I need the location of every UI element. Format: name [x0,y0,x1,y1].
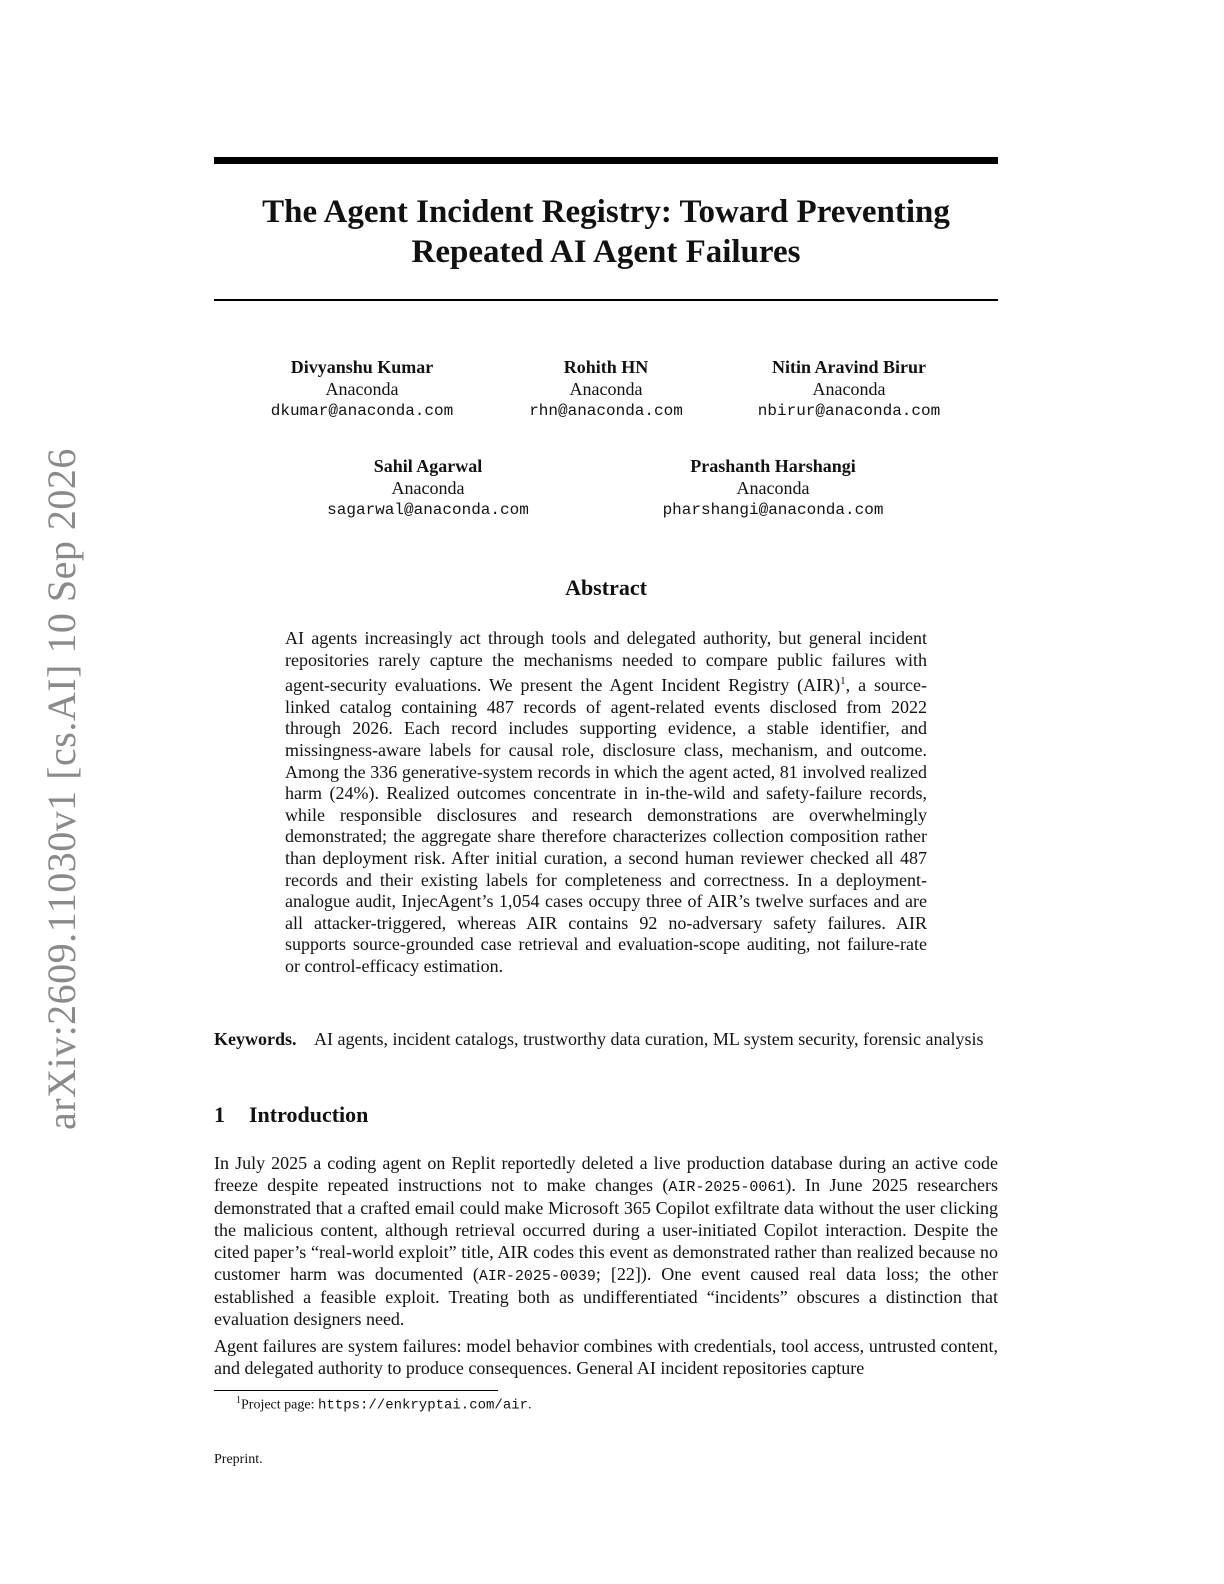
author-affiliation: Anaconda [569,379,643,399]
footnote-end: . [528,1397,532,1413]
abstract-heading: Abstract [565,575,647,600]
author-block [293,455,563,521]
footnote [236,1395,532,1414]
author-block [471,356,741,422]
footnote-text: Project page: [241,1397,318,1413]
author-name: Divyanshu Kumar [290,357,434,377]
author-name: Rohith HN [563,357,649,377]
record-id-link[interactable]: AIR-2025-0039 [478,1267,596,1285]
author-email[interactable]: sagarwal@anaconda.com [327,501,529,519]
author-block [714,356,984,422]
author-name: Nitin Aravind Birur [771,357,927,377]
author-name: Sahil Agarwal [373,456,483,476]
paragraph-text: ; [22]). One event caused real data loss; the other established a feasible exploit. Treating both as undifferentiated “incidents” obscures a distinction that evaluation designers need. [214,1263,998,1329]
paragraph-text: In July 2025 a coding agent on Replit reportedly deleted a live production database during an active code freeze despite repeated instructions not to make changes ( [214,1153,998,1195]
project-url-link[interactable]: https://enkryptai.com/air [317,1397,529,1414]
paper-title [214,192,998,272]
author-block [638,455,908,521]
keywords-text: AI agents, incident catalogs, trustworthy data curation, ML system security, forensic analysis [314,1029,984,1049]
section-number: 1 [214,1102,225,1127]
intro-paragraph-2: Agent failures are system failures: model behavior combines with credentials, tool access, untrusted content, and delegated authority to produce consequences. General AI incident repositories capture [214,1336,998,1378]
arxiv-identifier: arXiv:2609.11030v1 [cs.AI] 10 Sep 2026 [39,448,84,1130]
section-heading [214,1102,368,1128]
footnote-rule [214,1390,498,1391]
paragraph-text: ). In June 2025 researchers demonstrated that a crafted email could make Microsoft 365 Copilot exfiltrate data without the user clicking the malicious content, although retrieval occurred during a user-initiated Copilot interaction. Despite the cited paper’s “real-world exploit” title, AIR codes this event as demonstrated rather than realized because no customer harm was documented ( [214,1174,999,1284]
author-email[interactable]: dkumar@anaconda.com [270,402,454,420]
author-block [227,356,497,422]
abstract-text-part-1: AI agents increasingly act through tools and delegated authority, but general incident repositories rarely capture the mechanisms needed to compare public failures with agent-security evaluations. We present the Agent Incident Registry (AIR) [285,628,927,696]
record-id-link[interactable]: AIR-2025-0061 [668,1178,786,1196]
keywords-label: Keywords. [214,1029,297,1049]
author-email[interactable]: pharshangi@anaconda.com [662,501,884,519]
preprint-footer: Preprint. [214,1452,263,1467]
author-affiliation: Anaconda [391,478,465,498]
keywords [214,1028,998,1050]
author-email[interactable]: rhn@anaconda.com [529,402,683,420]
footnote-number: 1 [236,1395,241,1406]
intro-paragraph-1 [214,1153,998,1331]
title-line-1: The Agent Incident Registry: Toward Preventing [262,194,950,230]
author-email[interactable]: nbirur@anaconda.com [757,402,941,420]
title-bottom-rule [214,299,998,301]
abstract-text-part-2: , a source-linked catalog containing 487 records of agent-related events disclosed from 2022 through 2026. Each record includes supporting evidence, a stable identifier, and missingness-aware labels for causal role, disclosure class, mechanism, and outcome. Among the 336 generative-system records in which the agent acted, 81 involved realized harm (24%). Realized outcomes concentrate in in-the-wild and safety-failure records, while responsible disclosures and research demonstrations are overwhelmingly demonstrated; the aggregate share therefore characterizes collection composition rather than deployment risk. After initial curation, a second human reviewer checked all 487 records and their existing labels for completeness and correctness. In a deployment-analogue audit, InjecAgent’s 1,054 cases occupy three of AIR’s twelve surfaces and are all attacker-triggered, whereas AIR contains 92 no-adversary safety failures. AIR supports source-grounded case retrieval and evaluation-scope auditing, not failure-rate or control-efficacy estimation. [285,675,927,976]
author-affiliation: Anaconda [736,478,810,498]
author-affiliation: Anaconda [325,379,399,399]
section-title: Introduction [249,1102,369,1127]
title-top-rule [214,157,998,164]
footnote-marker[interactable]: 1 [840,675,846,688]
author-affiliation: Anaconda [812,379,886,399]
author-name: Prashanth Harshangi [690,456,856,476]
abstract-text [285,628,927,978]
title-line-2: Repeated AI Agent Failures [411,234,801,270]
